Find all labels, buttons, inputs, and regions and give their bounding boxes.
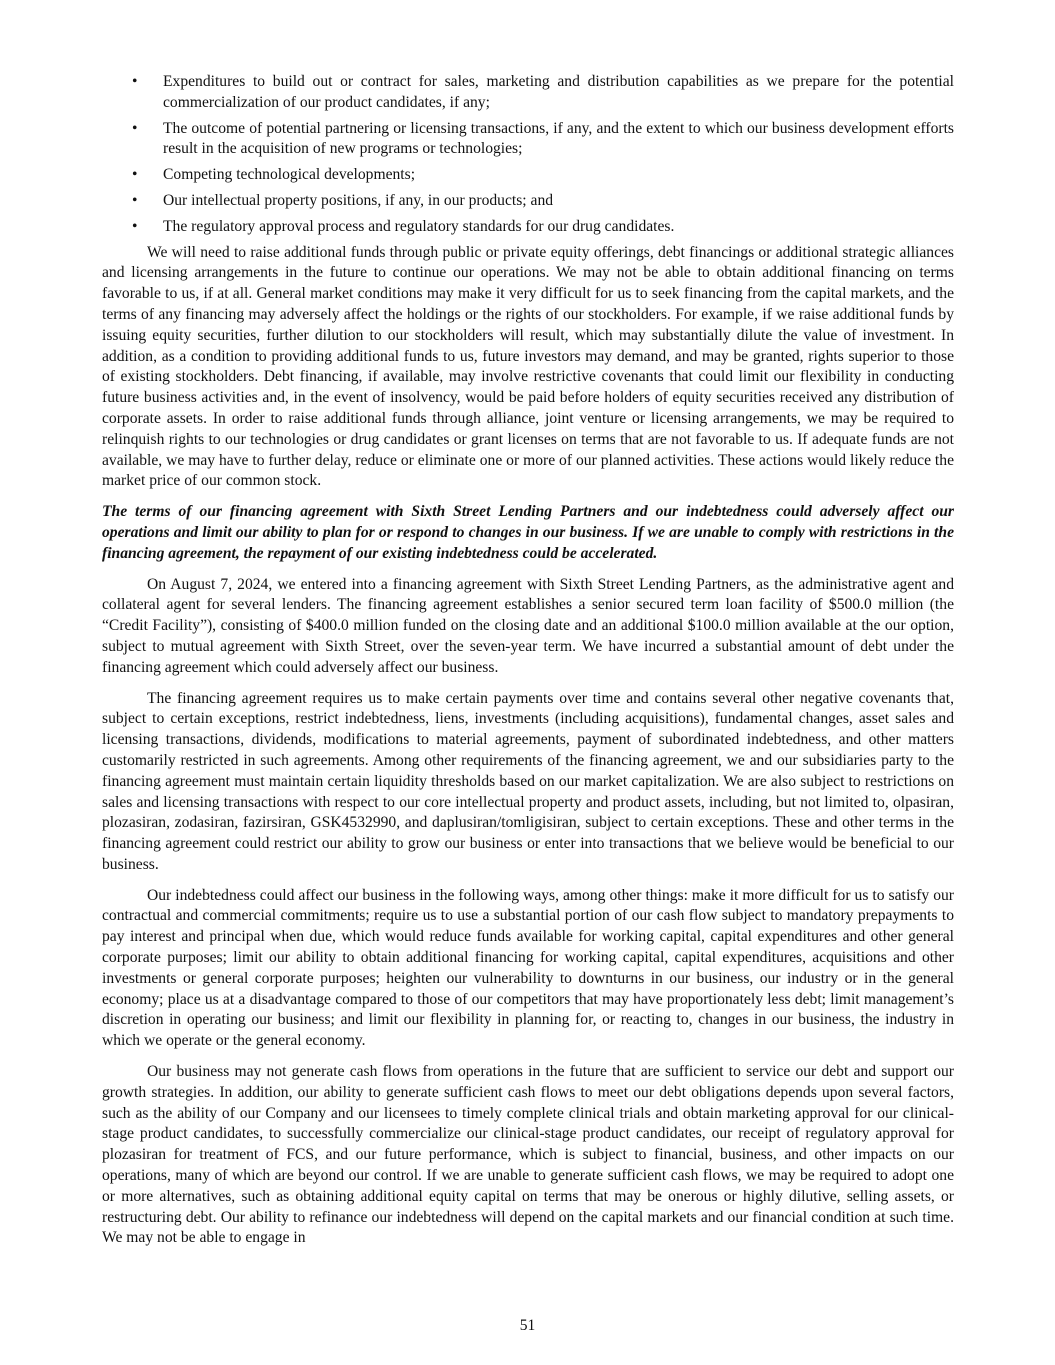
bullet-item (102, 165, 954, 186)
bullet-item (102, 191, 954, 212)
bullet-icon: • (132, 166, 138, 184)
bullet-text: Competing technological developments; (163, 166, 416, 184)
bullet-text: Our intellectual property positions, if any, in our products; and (163, 191, 554, 209)
paragraph-cash-flows: Our business may not generate cash flows from operations in the future that are sufficient to service our debt and support our growth strategies. In addition, our ability to generate sufficient cash flows to meet our debt obligations depends upon several factors, such as the ability of our Company and our licensees to timely complete clinical trials and obtain marketing approval for our clinical-stage product candidates, to successfully commercialize our clinical-stage product candidates, our receipt of regulatory approval for plozasiran for treatment of FCS, and our future performance, which is subject to financial, business, and other impacts on our operations, many of which are beyond our control. If we are unable to generate sufficient cash flows, we may be required to adopt one or more alternatives, such as obtaining additional equity capital on terms that may be onerous or highly dilutive, selling assets, or restructuring debt. Our ability to refinance our indebtedness will depend on the capital markets and our financial condition at such time. We may not be able to engage in (102, 1063, 954, 1247)
document-page (102, 72, 954, 1259)
bullet-icon: • (132, 217, 138, 235)
bullet-icon: • (132, 191, 138, 209)
paragraph-indebtedness-effects: Our indebtedness could affect our business in the following ways, among other things: make it more difficult for us to satisfy our contractual and commercial commitments; require us to use a substantial portion of our cash flow subject to mandatory prepayments to pay interest and principal when due, which would reduce funds available for working capital, capital expenditures and other general corporate purposes; limit our ability to obtain additional financing for working capital, capital expenditures, acquisitions and other investments or general corporate purposes; heighten our vulnerability to downturns in our business, our industry or in the general economy; place us at a disadvantage compared to those of our competitors that may have proportionately less debt; limit management’s discretion in operating our business; and limit our flexibility in planning for, or reacting to, changes in our business, the industry in which we operate or the general economy. (102, 886, 954, 1050)
paragraph-negative-covenants: The financing agreement requires us to make certain payments over time and contains several other negative covenants that, subject to certain exceptions, restrict indebtedness, liens, investments (including acquisitions), fundamental changes, asset sales and licensing transactions, dividends, modifications to material agreements, payment of subordinated indebtedness, and other matters customarily restricted in such agreements. Among other requirements of the financing agreement, we and our subsidiaries party to the financing agreement must maintain certain liquidity thresholds based on our market capitalization. We are also subject to restrictions on sales and licensing transactions with respect to our core intellectual property and product assets, including, but not limited to, olpasiran, plozasiran, zodasiran, fazirsiran, GSK4532990, and daplusiran/tomligisiran, subject to certain exceptions. These and other terms in the financing agreement could restrict our ability to grow our business or enter into transactions that we believe would be beneficial to our business. (102, 689, 954, 873)
bullet-item (102, 119, 954, 161)
bullet-item (102, 72, 954, 114)
bullet-text: The outcome of potential partnering or licensing transactions, if any, and the extent to which our business development efforts result in the acquisition of new programs or technologies; (163, 119, 954, 158)
bullet-icon: • (132, 119, 138, 137)
bullet-item (102, 217, 954, 238)
page-number: 51 (519, 1317, 536, 1334)
bullet-list (102, 72, 954, 238)
paragraph-financing-agreement: On August 7, 2024, we entered into a financing agreement with Sixth Street Lending Partners, as the administrative agent and collateral agent for several lenders. The financing agreement establishes a senior secured term loan facility of $500.0 million (the “Credit Facility”), consisting of $400.0 million funded on the closing date and an additional $100.0 million available at the our option, subject to mutual agreement with Sixth Street, over the seven-year term. We have incurred a substantial amount of debt under the financing agreement which could adversely affect our business. (102, 575, 954, 676)
risk-factor-heading: The terms of our financing agreement with Sixth Street Lending Partners and our indebtedness could adversely affect our operations and limit our ability to plan for or respond to changes in our business. If we are unable to comply with restrictions in the financing agreement, the repayment of our existing indebtedness could be accelerated. (102, 503, 954, 562)
bullet-text: Expenditures to build out or contract for sales, marketing and distribution capabilities as we prepare for the potential commercialization of our product candidates, if any; (163, 73, 954, 111)
bullet-text: The regulatory approval process and regulatory standards for our drug candidates. (163, 217, 675, 235)
bullet-icon: • (132, 73, 138, 90)
paragraph-additional-funds: We will need to raise additional funds through public or private equity offerings, debt financings or additional strategic alliances and licensing arrangements in the future to continue our operations. We may not be able to obtain additional financing on terms favorable to us, if at all. General market conditions may make it very difficult for us to seek financing from the capital markets, and the terms of any financing may adversely affect the holdings or the rights of our stockholders. For example, if we raise additional funds by issuing equity securities, further dilution to our stockholders will result, which may substantially dilute the value of investment. In addition, as a condition to providing additional funds to us, future investors may demand, and may be granted, rights superior to those of existing stockholders. Debt financing, if available, may involve restrictive covenants that could limit our flexibility in conducting future business activities and, in the event of insolvency, would be paid before holders of equity securities received any distribution of corporate assets. In order to raise additional funds through alliance, joint venture or licensing arrangements, we may be required to relinquish rights to our technologies or drug candidates or grant licenses on terms that are not favorable to us. If adequate funds are not available, we may have to further delay, reduce or eliminate one or more of our planned activities. These actions would likely reduce the market price of our common stock. (102, 243, 954, 490)
